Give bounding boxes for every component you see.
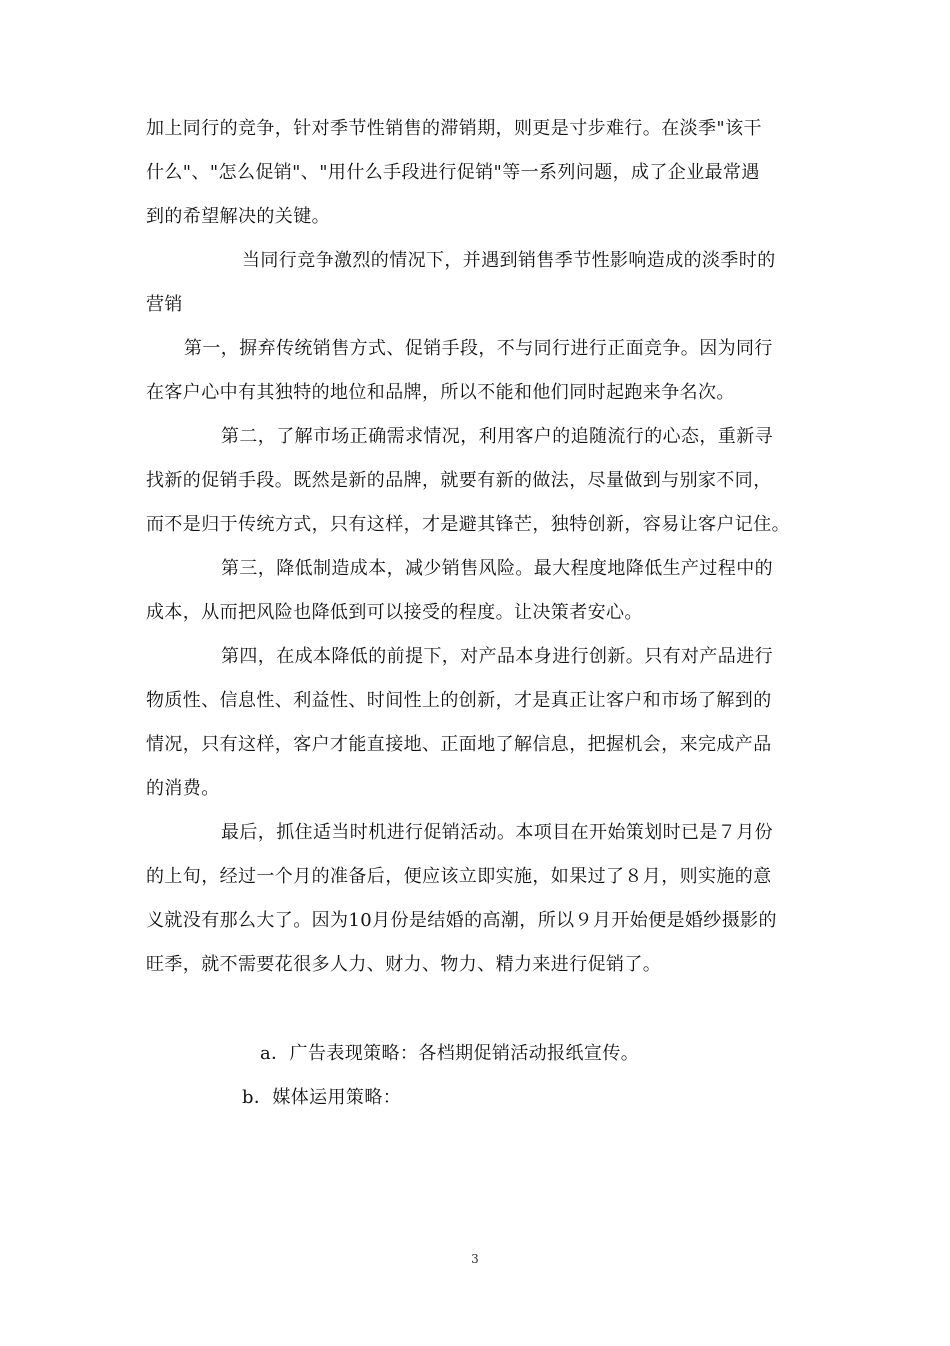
paragraph-line: 在客户心中有其独特的地位和品牌，所以不能和他们同时起跑来争名次。: [146, 382, 735, 403]
paragraph-line: 最后，抓住适当时机进行促销活动。本项目在开始策划时已是７月份: [221, 822, 773, 843]
paragraph-line: 到的希望解决的关键。: [146, 206, 330, 227]
paragraph-line: 找新的促销手段。既然是新的品牌，就要有新的做法，尽量做到与别家不同，: [146, 470, 772, 491]
paragraph-line: 第一，摒弃传统销售方式、促销手段，不与同行进行正面竞争。因为同行: [184, 338, 773, 359]
page-number: 3: [471, 1252, 479, 1266]
paragraph-line: 义就没有那么大了。因为10月份是结婚的高潮，所以９月开始便是婚纱摄影的: [146, 910, 777, 931]
paragraph-line: 营销: [146, 294, 183, 315]
paragraph-line: 旺季，就不需要花很多人力、财力、物力、精力来进行促销了。: [146, 954, 662, 975]
paragraph-line: 物质性、信息性、利益性、时间性上的创新，才是真正让客户和市场了解到的: [146, 690, 772, 711]
paragraph-line: 当同行竞争激烈的情况下，并遇到销售季节性影响造成的淡季时的: [242, 250, 776, 271]
paragraph-line: 加上同行的竞争，针对季节性销售的滞销期，则更是寸步难行。在淡季"该干: [146, 118, 762, 139]
strategy-item-b: b．媒体运用策略：: [242, 1087, 402, 1108]
paragraph-line: 第三，降低制造成本，减少销售风险。最大程度地降低生产过程中的: [221, 558, 773, 579]
paragraph-line: 情况，只有这样，客户才能直接地、正面地了解信息，把握机会，来完成产品: [146, 734, 772, 755]
strategy-item-a: a．广告表现策略：各档期促销活动报纸宣传。: [260, 1043, 640, 1064]
paragraph-line: 而不是归于传统方式，只有这样，才是避其锋芒，独特创新，容易让客户记住。: [146, 514, 790, 535]
paragraph-line: 什么"、"怎么促销"、"用什么手段进行促销"等一系列问题，成了企业最常遇: [146, 162, 760, 183]
paragraph-line: 第二，了解市场正确需求情况，利用客户的追随流行的心态，重新寻: [221, 426, 773, 447]
paragraph-line: 第四，在成本降低的前提下，对产品本身进行创新。只有对产品进行: [221, 646, 773, 667]
paragraph-line: 的消费。: [146, 778, 220, 799]
paragraph-line: 成本，从而把风险也降低到可以接受的程度。让决策者安心。: [146, 602, 643, 623]
paragraph-line: 的上旬，经过一个月的准备后，便应该立即实施，如果过了８月，则实施的意: [146, 866, 772, 887]
